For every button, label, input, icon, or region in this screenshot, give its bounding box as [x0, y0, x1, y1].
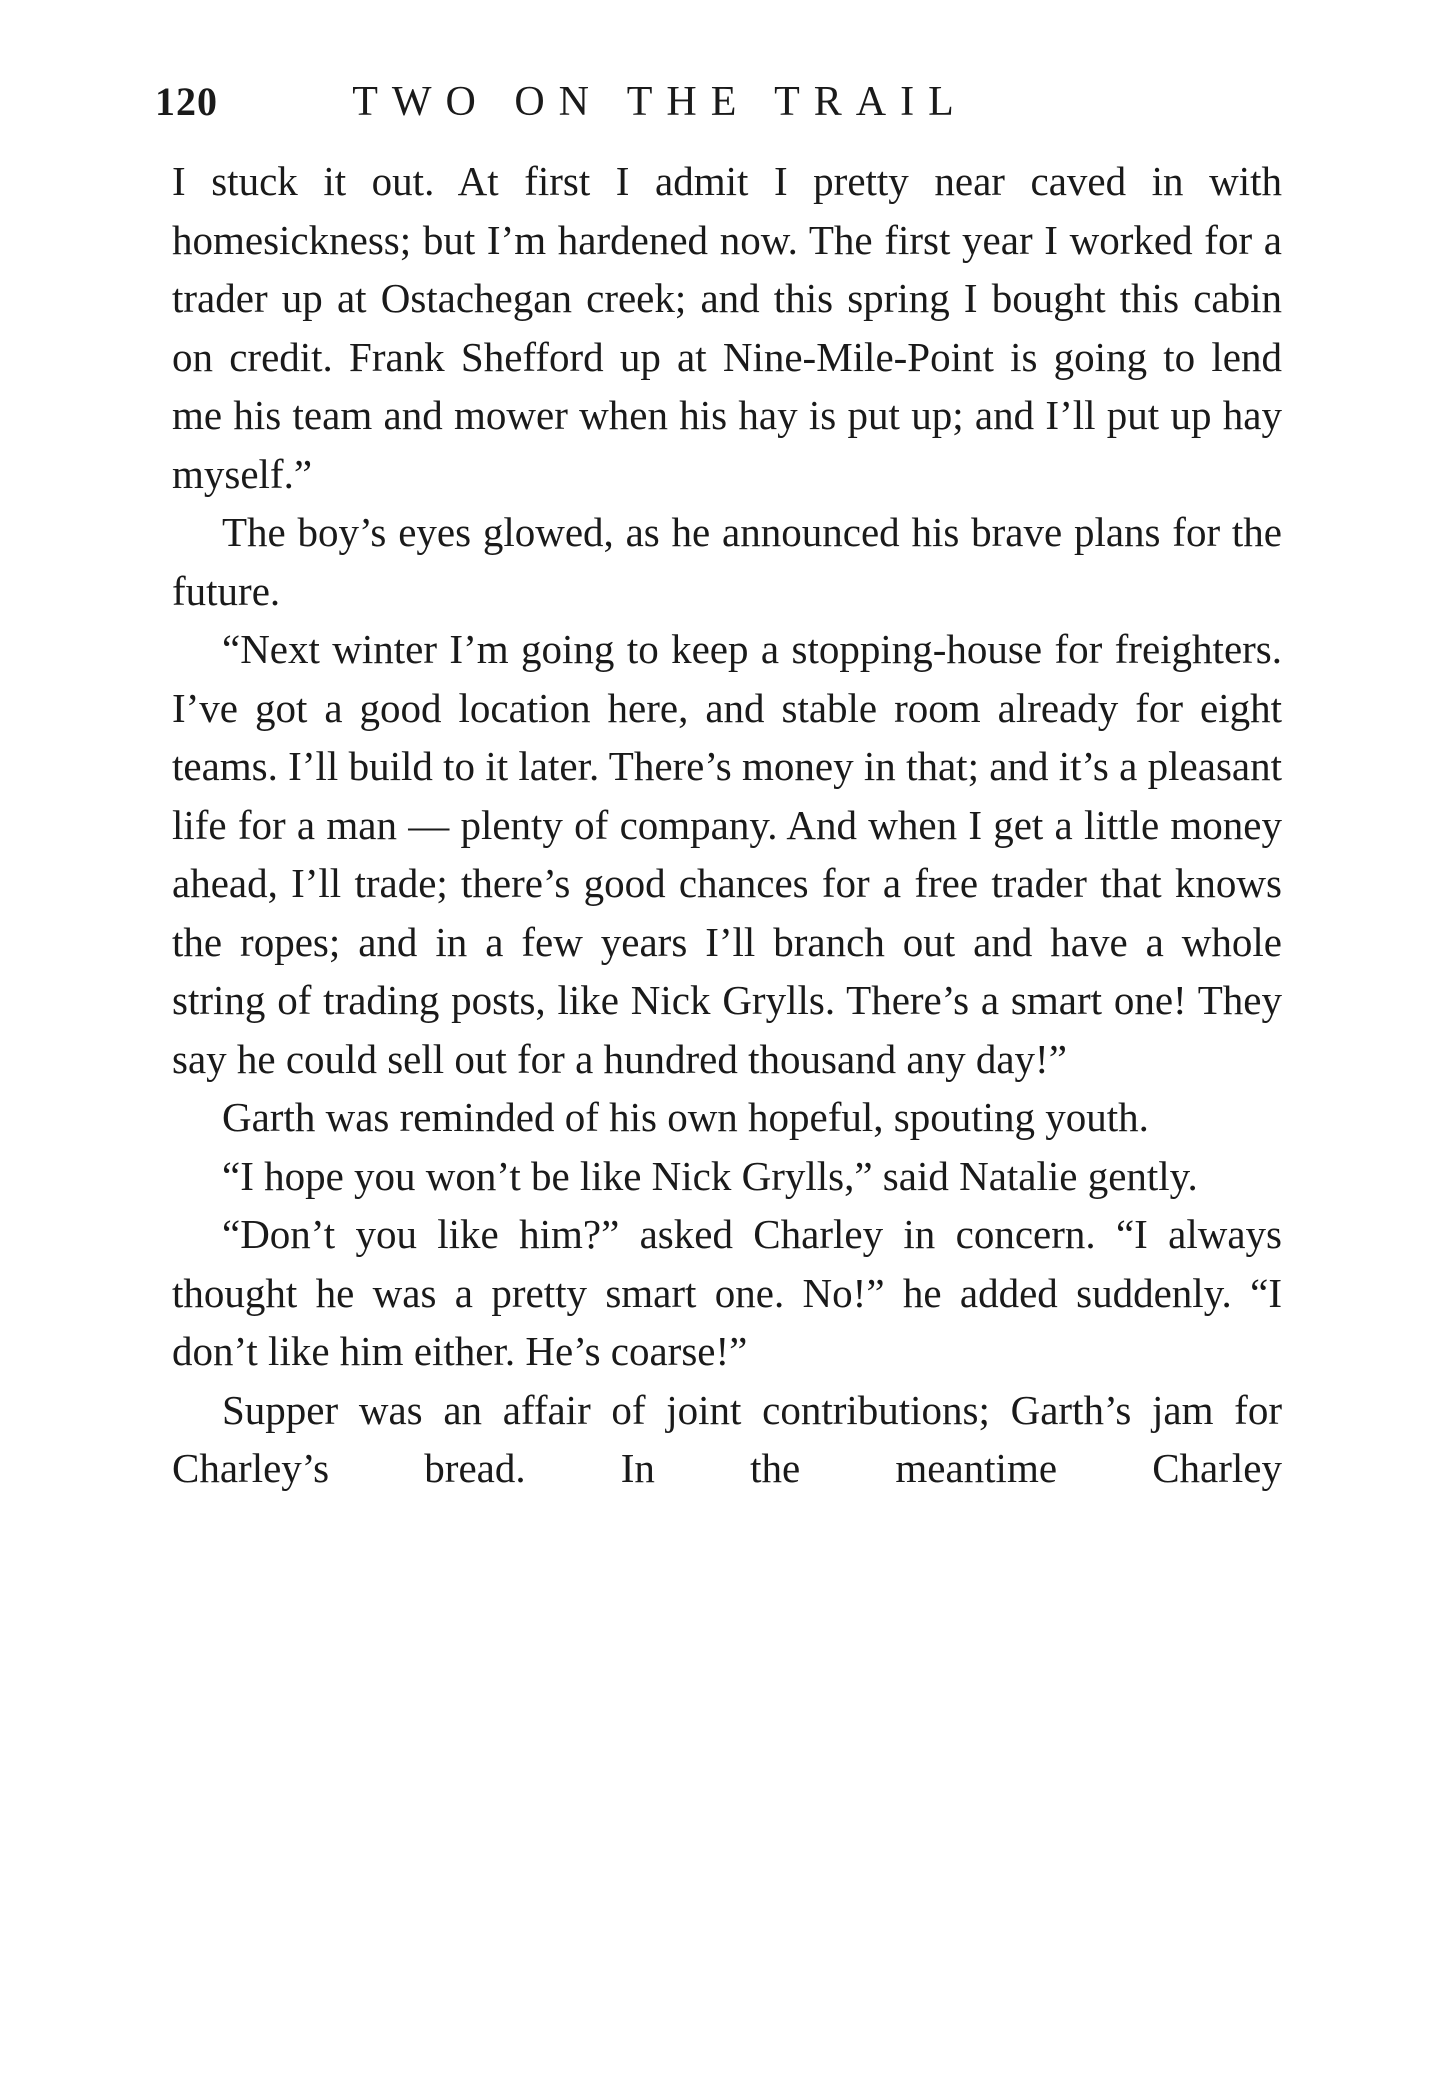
paragraph-continues: Supper was an affair of joint contributions; Garth’s jam for Charley’s bread. In the meantime Charley: [172, 1386, 1282, 1491]
paragraph: “Don’t you like him?” asked Charley in concern. “I always thought he was a pretty smart one. No!” he added suddenly. “I don’t like him either. He’s coarse!”: [172, 1211, 1282, 1374]
running-head: [155, 78, 1285, 138]
paragraph: Garth was reminded of his own hopeful, spouting youth.: [222, 1094, 1149, 1140]
paragraph: The boy’s eyes glowed, as he announced his brave plans for the future.: [172, 509, 1282, 614]
page-number: 120: [155, 79, 218, 124]
paragraph-continued: I stuck it out. At first I admit I pretty near caved in with homesickness; but I’m hardened now. The first year I worked for a trader up at Ostachegan creek; and this spring I bought this cabin on credit. Frank Shefford up at Nine-Mile-Point is going to lend me his team and mower when his hay is put up; and I’ll put up hay myself.”: [172, 158, 1282, 497]
paragraph: “I hope you won’t be like Nick Grylls,” said Natalie gently.: [222, 1152, 1198, 1199]
book-title: TWO ON THE TRAIL: [352, 79, 968, 125]
body-text: [172, 152, 1282, 1498]
paragraph: “Next winter I’m going to keep a stopping-house for freighters. I’ve got a good location here, and stable room already for eight teams. I’ll build to it later. There’s money in that; and it’s a pleasant life for a man — plenty of company. And when I get a little money ahead, I’ll trade; there’s good chances for a free trader that knows the ropes; and in a few years I’ll branch out and have a whole string of trading posts, like Nick Grylls. There’s a smart one! They say he could sell out for a hundred thousand any day!”: [172, 626, 1282, 1082]
